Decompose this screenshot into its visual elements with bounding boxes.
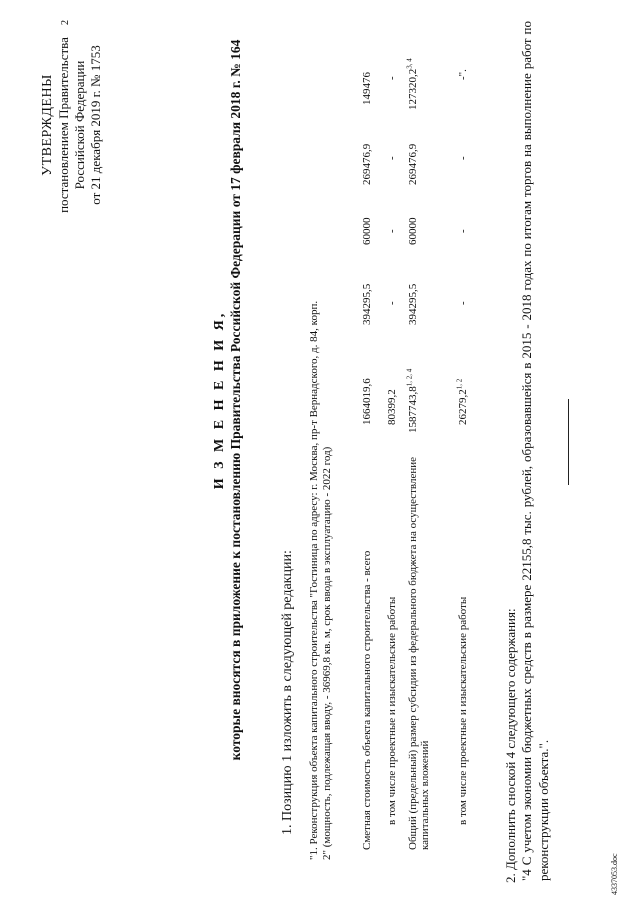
- rotated-document-page: [20, 5, 620, 895]
- row2-col4: -: [386, 156, 398, 160]
- row3-col1-value: 1587743,8: [407, 386, 419, 433]
- row1-col3: 60000: [361, 217, 373, 245]
- position-heading: "1. Реконструкция объекта капитального строительства "Гостиница по адресу: г. Москва, пр-т Вернадского, д. 84, корп. 2" (мощность, подлежащая вводу, - 36969,8 кв. м, срок ввода в эксплуатацию - 2022 год): [308, 300, 333, 860]
- row3-col5-footnote-ref: 3, 4: [405, 58, 414, 69]
- row3-col1-footnote-ref: 1, 2, 4: [405, 368, 414, 387]
- row2-col3: -: [386, 229, 398, 233]
- row3-col1: [407, 369, 419, 433]
- approved-title: УТВЕРЖДЕНЫ: [40, 74, 55, 176]
- document-title: И З М Е Н Е Н И Я,: [212, 310, 227, 490]
- row1-col5: 149476: [361, 72, 373, 105]
- row3-col5: [407, 58, 419, 110]
- approved-line-3: от 21 декабря 2019 г. № 1753: [88, 45, 103, 205]
- row1-col2: 394295,5: [361, 283, 373, 325]
- row2-col5: -: [386, 76, 398, 80]
- page-top-mark: 2: [60, 20, 71, 25]
- row2-col2: -: [386, 301, 398, 305]
- row3-col4: 269476,9: [407, 143, 419, 185]
- approved-line-2: Российской Федерации: [72, 60, 87, 190]
- row-label-subsidy: Общий (предельный) размер субсидии из федерального бюджета на осуществление капитальных вложений: [407, 457, 431, 850]
- row1-col1: 1664019,6: [361, 378, 373, 425]
- row-label-total-cost: Сметная стоимость объекта капитального строительства - всего: [361, 550, 373, 850]
- approved-line-1: постановлением Правительства: [56, 37, 71, 213]
- document-subtitle: которые вносятся в приложение к постановлению Правительства Российской Федерации от 17 февраля 2018 г. № 164: [228, 39, 243, 761]
- row-label-design-works-subsidy: в том числе проектные и изыскательские работы: [457, 596, 469, 825]
- item-1-heading: 1. Позицию 1 изложить в следующей редакции:: [280, 550, 295, 835]
- row4-col1-footnote-ref: 1, 2: [455, 378, 464, 390]
- row1-col4: 269476,9: [361, 143, 373, 185]
- row4-col2: -: [457, 301, 469, 305]
- item-2-heading: 2. Дополнить сноской 4 следующего содержания:: [503, 608, 518, 883]
- row4-col4: -: [457, 156, 469, 160]
- row3-col2: 394295,5: [407, 283, 419, 325]
- row3-col5-value: 127320,2: [407, 68, 419, 110]
- row4-col1-value: 26279,2: [457, 389, 469, 425]
- row2-col1: 80399,2: [386, 389, 398, 425]
- approval-block: [40, 0, 104, 255]
- row4-col5: -".: [457, 69, 469, 80]
- row4-col3: -: [457, 229, 469, 233]
- row3-col3: 60000: [407, 217, 419, 245]
- document-file-id: 4337053.doc: [610, 853, 619, 895]
- row-label-design-works: в том числе проектные и изыскательские работы: [386, 596, 398, 825]
- footnote-4-text: "4 С учетом экономии бюджетных средств в размере 22155,8 тыс. рублей, образовавшейся в 2015 - 2018 годах по итогам торгов на выполнение работ по реконструкции объекта.".: [519, 21, 551, 881]
- footnote-separator-line: [568, 399, 569, 485]
- row4-col1: [457, 379, 469, 425]
